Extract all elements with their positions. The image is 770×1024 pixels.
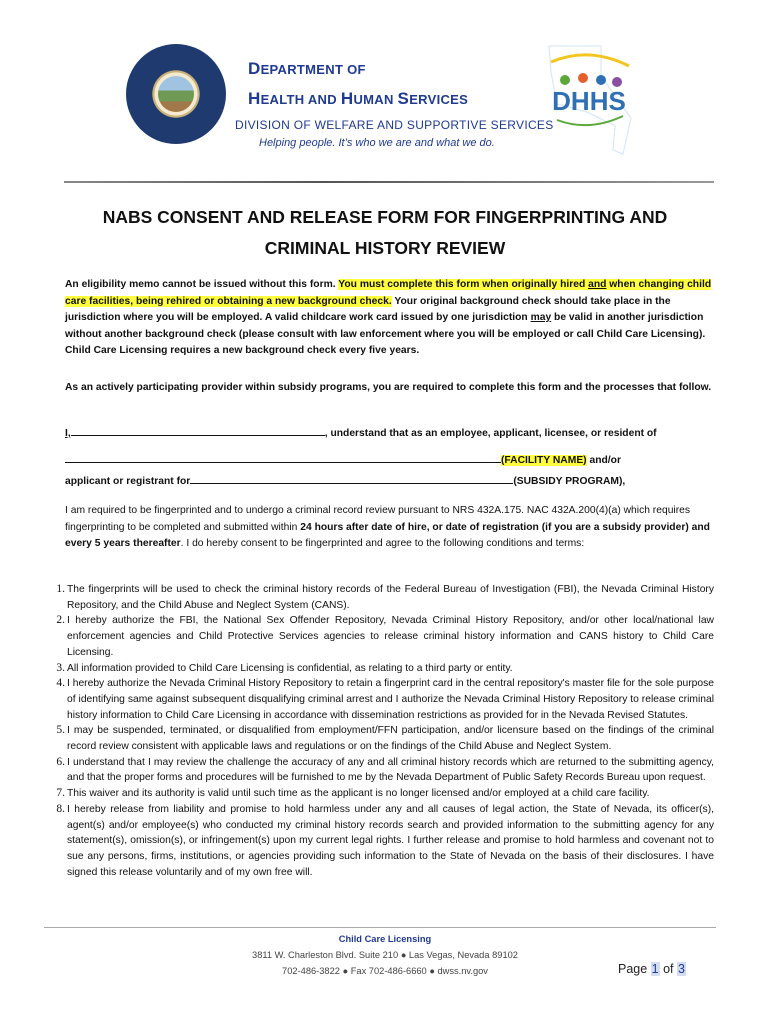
- subsidy-paragraph: As an actively participating provider within subsidy programs, you are required to complete this form and the processes that follow.: [65, 382, 712, 393]
- subsidy-program-blank-field[interactable]: [190, 472, 513, 484]
- list-item: 1. The fingerprints will be used to check the criminal history records of the Federal Bureau of Investigation (FBI), the Nevada Criminal History Repository, and the Child Abuse and Neglect System (CANS).: [56, 583, 714, 611]
- footer-contact: 702-486-3822 ● Fax 702-486-6660 ● dwss.nv.gov: [282, 966, 488, 976]
- form-title-line-2: CRIMINAL HISTORY REVIEW: [264, 238, 506, 258]
- footer-address: 3811 W. Charleston Blvd. Suite 210 ● Las Vegas, Nevada 89102: [252, 950, 518, 960]
- name-line: I, , understand that as an employee, applicant, licensee, or resident of: [65, 424, 715, 443]
- footer-title: Child Care Licensing: [338, 934, 432, 944]
- page-number: Page 1 of 3: [618, 962, 685, 976]
- seal-landscape-icon: [158, 76, 194, 112]
- form-title-line-1: NABS CONSENT AND RELEASE FORM FOR FINGERPRINTING AND: [102, 207, 668, 227]
- division-name: DIVISION OF WELFARE AND SUPPORTIVE SERVICES: [235, 118, 554, 132]
- department-line-1: DEPARTMENT OF: [248, 59, 366, 78]
- conditions-list: [34, 582, 714, 880]
- header-divider: [64, 181, 714, 183]
- department-line-2: HEALTH AND HUMAN SERVICES: [248, 89, 469, 108]
- department-name: [248, 54, 538, 114]
- list-item: 6. I understand that I may review the challenge the accuracy of any and all criminal history records which are returned to the submitting agency, and that the proper forms and procedures will be furnished to me by the Nevada Department of Public Safety Records Bureau upon request.: [56, 755, 714, 784]
- dhhs-logo-text: DHHS: [552, 86, 626, 116]
- list-item: 7. This waiver and its authority is valid until such time as the applicant is no longer licensed and/or employed at a child care facility.: [56, 787, 650, 800]
- dhhs-logo: [543, 42, 635, 158]
- intro-paragraph: An eligibility memo cannot be issued without this form. You must complete this form when originally hired and when changing child care facilities, being rehired or obtaining a new background check. Your original background check should take place in the jurisdiction where you will be employed. A valid childcare work card issued by one jurisdiction may be valid in another jurisdiction without another background check (please consult with law enforcement where you will be employed or call Child Care Licensing). Child Care Licensing requires a new background check every five years.: [65, 279, 712, 356]
- facility-line: (FACILITY NAME) and/or: [65, 451, 715, 470]
- list-item: 2. I hereby authorize the FBI, the National Sex Offender Repository, Nevada Criminal History Repository, and/or other local/national law enforcement agencies and Child Protective Services agencies to release criminal history information and CANS history to Child Care Licensing.: [56, 614, 714, 658]
- name-blank-field[interactable]: [71, 424, 325, 436]
- tagline: Helping people. It’s who we are and what we do.: [259, 137, 495, 149]
- subsidy-program-line: applicant or registrant for (SUBSIDY PROGRAM),: [65, 472, 715, 491]
- list-item: 4. I hereby authorize the Nevada Criminal History Repository to retain a fingerprint card in the central repository's master file for the sole purpose of identifying same against subsequent disqualifying criminal arrest and I authorize the Nevada Criminal History Repository to release criminal history information to Child Care Licensing in accordance with dissemination restrictions as provided for in the Nevada Revised Statutes.: [56, 677, 714, 721]
- footer-divider: [44, 927, 716, 928]
- highlighted-requirement: You must complete this form when originally hired and when changing child care facilities, being rehired or obtaining a new background check.: [65, 279, 712, 307]
- list-item: 5. I may be suspended, terminated, or disqualified from employment/FFN participation, and/or licensure based on the findings of the criminal record review consistent with applicable laws and regulations or on the findings of the Child Abuse and Neglect System.: [56, 724, 714, 753]
- form-title: [60, 202, 710, 264]
- facility-name-blank-field[interactable]: [65, 451, 501, 463]
- consent-paragraph: I am required to be fingerprinted and to undergo a criminal record review pursuant to NRS 432A.175. NAC 432A.200(4)(a) which requires fingerprinting to be completed and submitted within 24 hours after date of hire, or date of registration (if you are a subsidy provider) and every 5 years thereafter. I do hereby consent to be fingerprinted and agree to the following conditions and terms:: [65, 505, 710, 549]
- list-item: 8. I hereby release from liability and promise to hold harmless under any and all causes of legal action, the State of Nevada, its officer(s), agent(s) and/or employee(s) who conducted my criminal history records search and provided information to the submitting agency for any statement(s), omission(s), or infringement(s) upon my current legal rights. I further release and promise to hold harmless and covenant not to sue any persons, firms, institutions, or agencies providing such information to the State of Nevada on the basis of their disclosures. I have signed this release voluntarily and of my own free will.: [56, 802, 714, 878]
- list-item: 3. All information provided to Child Care Licensing is confidential, as relating to a third party or entity.: [56, 661, 513, 674]
